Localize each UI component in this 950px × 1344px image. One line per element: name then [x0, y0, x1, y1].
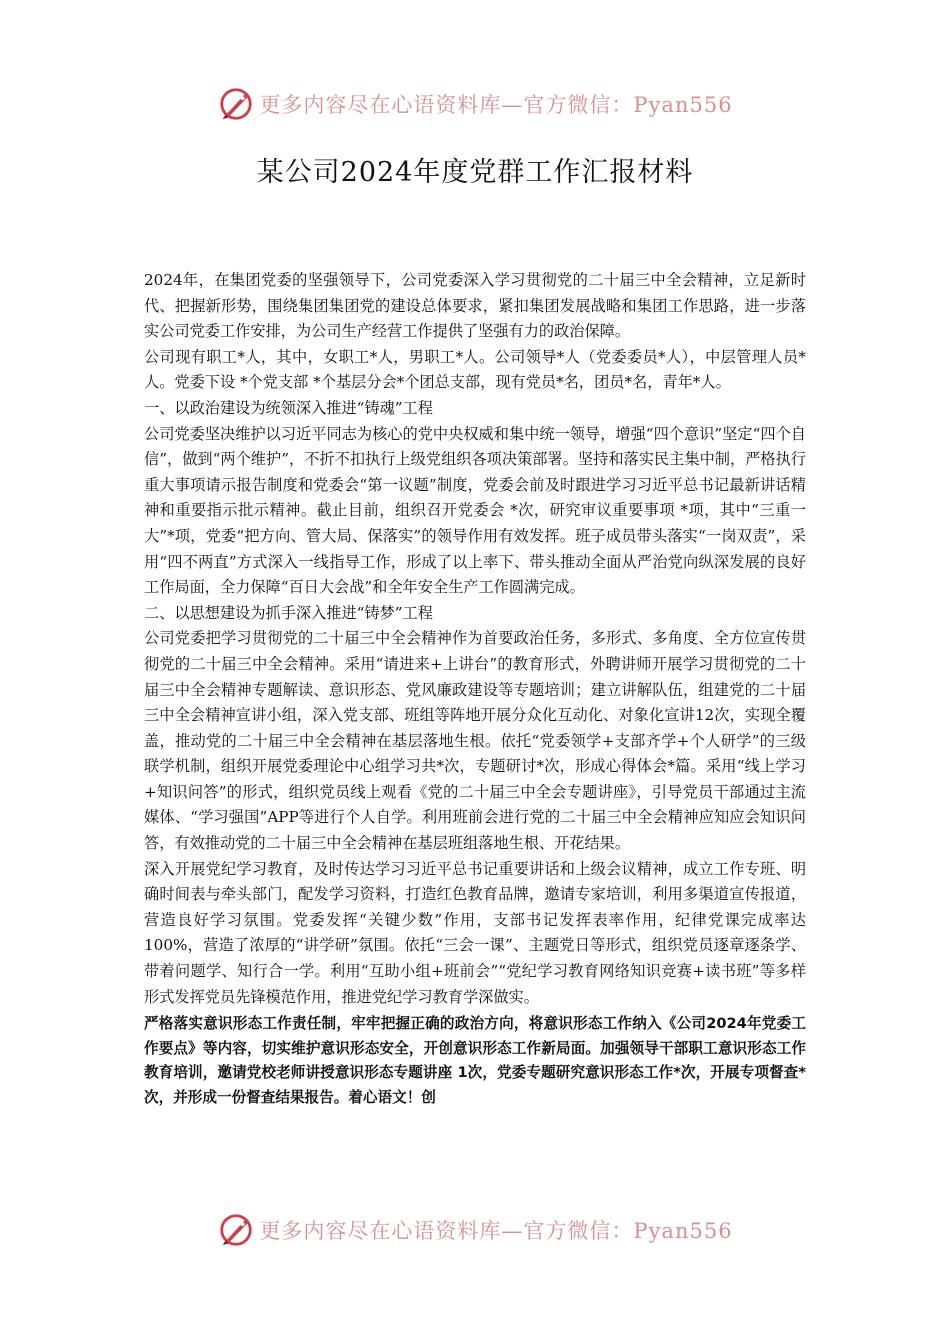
paragraph-staff: 公司现有职工*人，其中，女职工*人，男职工*人。公司领导*人（党委委员*人），中层管理人员*人。党委下设 *个党支部 *个基层分会*个团总支部，现有党员*名，团员*名，青年*人。	[144, 347, 806, 392]
paragraph-political: 公司党委坚决维护以习近平同志为核心的党中央权威和集中统一领导，增强“四个意识”坚定“四个自信”，做到“两个维护”，不折不扣执行上级党组织各项决策部署。坚持和落实民主集中制，严格执行重大事项请示报告制度和党委会“第一议题”制度，党委会前及时跟进学习习近平总书记最新讲话精神和重要指示批示精神。截止目前，组织召开党委会 *次，研究审议重要事项 *项，其中“三重一大”*项，党委“把方向、管大局、保落实”的领导作用有效发挥。班子成员带头落实“一岗双责”，采用“四不两直”方式深入一线指导工作，形成了以上率下、带头推动全面从严治党向纵深发展的良好工作局面，全力保障“百日大会战”和全年安全生产工作圆满完成。	[144, 424, 806, 597]
footer-watermark-banner	[0, 1210, 950, 1250]
pen-logo-icon	[217, 85, 255, 123]
document-body	[144, 268, 806, 1111]
section-heading-1: 一、以政治建设为统领深入推进“铸魂”工程	[144, 398, 433, 417]
paragraph-discipline: 深入开展党纪学习教育，及时传达学习习近平总书记重要讲话和上级会议精神，成立工作专班、明确时间表与牵头部门，配发学习资料，打造红色教育品牌，邀请专家培训，利用多渠道宣传报道，营造良好学习氛围。党委发挥“关键少数”作用，支部书记发挥表率作用，纪律党课完成率达100%，营造了浓厚的“讲学研”氛围。依托“三会一课”、主题党日等形式，组织党员逐章逐条学、带着问题学、知行合一学。利用“互助小组+班前会”“党纪学习教育网络知识竞赛+读书班”等多样形式发挥党员先锋模范作用，推进党纪学习教育学深做实。	[144, 859, 806, 1006]
paragraph-ideological: 公司党委把学习贯彻党的二十届三中全会精神作为首要政治任务，多形式、多角度、全方位宣传贯彻党的二十届三中全会精神。采用“请进来+上讲台”的教育形式，外聘讲师开展学习贯彻党的二十届三中全会精神专题解读、意识形态、党风廉政建设等专题培训；建立讲解队伍，组建党的二十届三中全会精神宣讲小组，深入党支部、班组等阵地开展分众化互动化、对象化宣讲12次，实现全覆盖，推动党的二十届三中全会精神在基层落地生根。依托“党委领学+支部齐学+个人研学”的三级联学机制，组织开展党委理论中心组学习共*次，专题研讨*次，形成心得体会*篇。采用“线上学习+知识问答”的形式，组织党员线上观看《党的二十届三中全会专题讲座》，引导党员干部通过主流媒体、“学习强国”APP等进行个人自学。利用班前会进行党的二十届三中全会精神应知应会知识问答，有效推动党的二十届三中全会精神在基层班组落地生根、开花结果。	[144, 629, 806, 853]
section-heading-2: 二、以思想建设为抓手深入推进“铸梦”工程	[144, 603, 433, 622]
document-title: 某公司2024年度党群工作汇报材料	[256, 157, 694, 188]
watermark-text: 更多内容尽在心语资料库—官方微信：Pyan556	[259, 1219, 733, 1243]
paragraph-ideology-bold: 严格落实意识形态工作责任制，牢牢把握正确的政治方向，将意识形态工作纳入《公司2024年党委工作要点》等内容，切实维护意识形态安全，开创意识形态工作新局面。加强领导干部职工意识形态工作教育培训，邀请党校老师讲授意识形态专题讲座 1次，党委专题研究意识形态工作*次，开展专项督查*次，并形成一份督查结果报告。着心语文！创	[144, 1015, 806, 1106]
paragraph-intro: 2024年，在集团党委的坚强领导下，公司党委深入学习贯彻党的二十届三中全会精神，立足新时代、把握新形势，围绕集团集团党的建设总体要求，紧扣集团发展战略和集团工作思路，进一步落实公司党委工作安排，为公司生产经营工作提供了坚强有力的政治保障。	[144, 271, 806, 341]
pen-logo-icon	[217, 1211, 255, 1249]
header-watermark-banner	[0, 84, 950, 124]
watermark-text: 更多内容尽在心语资料库—官方微信：Pyan556	[259, 93, 733, 117]
